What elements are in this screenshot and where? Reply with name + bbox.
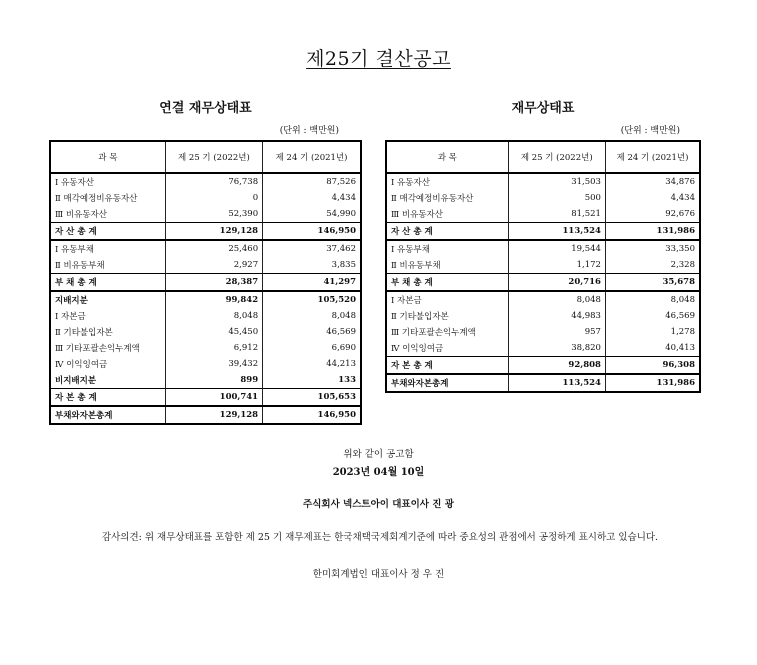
row-current-value: 129,128 — [165, 223, 262, 241]
announcement-date: 2023년 04월 10일 — [332, 467, 425, 478]
row-previous-value: 146,950 — [263, 406, 361, 424]
table-row — [50, 406, 361, 424]
row-current-value: 8,048 — [508, 291, 605, 308]
table-row — [50, 389, 361, 407]
table-row — [50, 240, 361, 257]
row-previous-value: 96,308 — [605, 357, 700, 375]
separate-unit: (단위 : 백만원) — [620, 126, 680, 136]
row-previous-value: 3,835 — [263, 257, 361, 274]
table-row — [386, 240, 700, 257]
row-current-value: 113,524 — [508, 374, 605, 392]
row-current-value: 39,432 — [165, 356, 262, 372]
table-row — [386, 257, 700, 274]
row-current-value: 957 — [508, 324, 605, 340]
table-header-row — [386, 141, 700, 173]
row-current-value: 99,842 — [165, 291, 262, 308]
table-row — [50, 340, 361, 356]
row-current-value: 31,503 — [508, 173, 605, 190]
separate-balance-sheet-table — [385, 140, 701, 393]
row-label: 자 산 총 계 — [50, 223, 165, 241]
table-row — [386, 357, 700, 375]
company-representative: 주식회사 넥스트아이 대표이사 진 광 — [303, 499, 454, 510]
table-row — [50, 274, 361, 292]
header-current-year: 제 25 기 (2022년) — [165, 141, 262, 173]
row-label: Ⅱ 매각예정비유동자산 — [386, 190, 508, 206]
table-row — [386, 374, 700, 392]
table-row — [50, 223, 361, 241]
row-current-value: 81,521 — [508, 206, 605, 223]
row-previous-value: 46,569 — [605, 308, 700, 324]
row-label: Ⅲ 기타포괄손익누계액 — [386, 324, 508, 340]
auditor-name: 한미회계법인 대표이사 정 우 진 — [312, 569, 445, 580]
row-previous-value: 41,297 — [263, 274, 361, 292]
header-current-year: 제 25 기 (2022년) — [508, 141, 605, 173]
row-previous-value: 8,048 — [263, 308, 361, 324]
row-previous-value: 4,434 — [605, 190, 700, 206]
row-current-value: 1,172 — [508, 257, 605, 274]
table-row — [50, 324, 361, 340]
row-current-value: 45,450 — [165, 324, 262, 340]
row-previous-value: 4,434 — [263, 190, 361, 206]
row-previous-value: 33,350 — [605, 240, 700, 257]
row-previous-value: 37,462 — [263, 240, 361, 257]
row-label: Ⅱ 기타불입자본 — [50, 324, 165, 340]
table-row — [50, 173, 361, 190]
row-previous-value: 105,520 — [263, 291, 361, 308]
row-previous-value: 8,048 — [605, 291, 700, 308]
row-previous-value: 131,986 — [605, 374, 700, 392]
header-account: 과 목 — [386, 141, 508, 173]
row-previous-value: 1,278 — [605, 324, 700, 340]
table-row — [50, 356, 361, 372]
row-label: Ⅰ 유동자산 — [50, 173, 165, 190]
row-current-value: 76,738 — [165, 173, 262, 190]
table-row — [50, 308, 361, 324]
row-label: 부 채 총 계 — [50, 274, 165, 292]
row-current-value: 20,716 — [508, 274, 605, 292]
row-previous-value: 34,876 — [605, 173, 700, 190]
row-previous-value: 131,986 — [605, 223, 700, 241]
row-current-value: 100,741 — [165, 389, 262, 407]
row-label: Ⅲ 기타포괄손익누계액 — [50, 340, 165, 356]
table-row — [386, 206, 700, 223]
separate-heading: 재무상태표 — [511, 101, 575, 116]
row-previous-value: 105,653 — [263, 389, 361, 407]
row-label: Ⅲ 비유동자산 — [386, 206, 508, 223]
row-label: Ⅰ 유동부채 — [50, 240, 165, 257]
consolidated-heading: 연결 재무상태표 — [159, 101, 252, 116]
audit-opinion: 감사의견: 위 재무상태표를 포함한 제 25 기 재무제표는 한국채택국제회계기준에 따라 중요성의 관점에서 공정하게 표시하고 있습니다. — [101, 532, 659, 543]
row-current-value: 113,524 — [508, 223, 605, 241]
row-current-value: 19,544 — [508, 240, 605, 257]
row-label: 부 채 총 계 — [386, 274, 508, 292]
table-row — [50, 372, 361, 389]
row-previous-value: 92,676 — [605, 206, 700, 223]
table-header-row — [50, 141, 361, 173]
table-row — [386, 308, 700, 324]
row-label: 비지배지분 — [50, 372, 165, 389]
table-row — [386, 173, 700, 190]
row-current-value: 899 — [165, 372, 262, 389]
row-previous-value: 44,213 — [263, 356, 361, 372]
row-label: Ⅰ 유동부채 — [386, 240, 508, 257]
row-label: Ⅳ 이익잉여금 — [386, 340, 508, 357]
row-label: 부채와자본총계 — [386, 374, 508, 392]
table-row — [50, 257, 361, 274]
row-current-value: 38,820 — [508, 340, 605, 357]
row-previous-value: 6,690 — [263, 340, 361, 356]
table-row — [386, 340, 700, 357]
row-label: Ⅰ 자본금 — [386, 291, 508, 308]
row-current-value: 8,048 — [165, 308, 262, 324]
row-previous-value: 2,328 — [605, 257, 700, 274]
row-label: Ⅳ 이익잉여금 — [50, 356, 165, 372]
consolidated-balance-sheet-table — [49, 140, 362, 425]
row-current-value: 44,983 — [508, 308, 605, 324]
header-previous-year: 제 24 기 (2021년) — [263, 141, 361, 173]
row-label: 자 본 총 계 — [386, 357, 508, 375]
row-previous-value: 146,950 — [263, 223, 361, 241]
table-row — [386, 190, 700, 206]
row-previous-value: 87,526 — [263, 173, 361, 190]
row-label: 자 산 총 계 — [386, 223, 508, 241]
row-previous-value: 54,990 — [263, 206, 361, 223]
table-row — [50, 190, 361, 206]
table-row — [50, 206, 361, 223]
row-current-value: 6,912 — [165, 340, 262, 356]
row-previous-value: 133 — [263, 372, 361, 389]
row-current-value: 28,387 — [165, 274, 262, 292]
table-row — [386, 223, 700, 241]
row-label: 자 본 총 계 — [50, 389, 165, 407]
announcement-text: 위와 같이 공고함 — [343, 449, 414, 460]
row-current-value: 92,808 — [508, 357, 605, 375]
header-previous-year: 제 24 기 (2021년) — [605, 141, 700, 173]
row-label: Ⅰ 자본금 — [50, 308, 165, 324]
row-current-value: 52,390 — [165, 206, 262, 223]
table-row — [386, 324, 700, 340]
row-current-value: 25,460 — [165, 240, 262, 257]
row-current-value: 500 — [508, 190, 605, 206]
row-previous-value: 40,413 — [605, 340, 700, 357]
row-label: 지배지분 — [50, 291, 165, 308]
row-previous-value: 35,678 — [605, 274, 700, 292]
row-label: Ⅰ 유동자산 — [386, 173, 508, 190]
table-row — [386, 274, 700, 292]
row-label: Ⅱ 기타불입자본 — [386, 308, 508, 324]
row-label: Ⅱ 비유동부채 — [386, 257, 508, 274]
row-label: 부채와자본총계 — [50, 406, 165, 424]
row-current-value: 0 — [165, 190, 262, 206]
row-current-value: 129,128 — [165, 406, 262, 424]
row-current-value: 2,927 — [165, 257, 262, 274]
header-account: 과 목 — [50, 141, 165, 173]
row-label: Ⅱ 비유동부채 — [50, 257, 165, 274]
consolidated-unit: (단위 : 백만원) — [279, 126, 339, 136]
page-title: 제25기 결산공고 — [306, 48, 451, 70]
row-label: Ⅱ 매각예정비유동자산 — [50, 190, 165, 206]
row-label: Ⅲ 비유동자산 — [50, 206, 165, 223]
row-previous-value: 46,569 — [263, 324, 361, 340]
table-row — [50, 291, 361, 308]
table-row — [386, 291, 700, 308]
